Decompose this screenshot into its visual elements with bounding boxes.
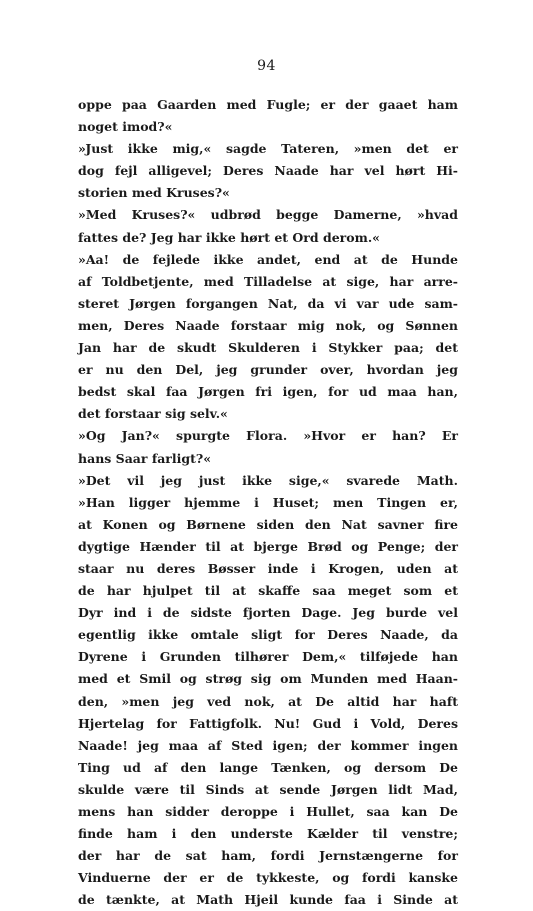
text-line: fattes de? Jeg har ikke hørt et Ord derom.«	[78, 229, 380, 245]
text-line: Naade! jeg maa af Sted igen; der kommer ingen	[78, 737, 458, 753]
text-line: »Aa! de fejlede ikke andet, end at de Hunde	[78, 251, 458, 267]
text-line: Dyr ind i de sidste fjorten Dage. Jeg burde vel	[78, 605, 458, 621]
text-line: den, »men jeg ved nok, at De altid har haft	[78, 693, 458, 709]
text-line: det forstaar sig selv.«	[78, 406, 228, 422]
text-line: de tænkte, at Math Hjeil kunde faa i Sinde at	[78, 892, 458, 908]
text-line: med et Smil og strøg sig om Munden med Haan-	[78, 671, 458, 687]
text-line: staar nu deres Bøsser inde i Krogen, uden at	[78, 560, 458, 576]
text-line: er nu den Del, jeg grunder over, hvordan jeg	[78, 362, 458, 378]
body-text	[78, 94, 458, 911]
text-line: Hjertelag for Fattigfolk. Nu! Gud i Vold, Deres	[78, 715, 458, 731]
text-line: af Toldbetjente, med Tilladelse at sige, har arre-	[78, 273, 458, 289]
text-line: oppe paa Gaarden med Fugle; er der gaaet ham	[78, 97, 458, 112]
text-line: »Det vil jeg just ikke sige,« svarede Math.	[78, 472, 458, 488]
page-number: 94	[257, 58, 276, 74]
text-line: storien med Kruses?«	[78, 185, 230, 201]
text-line: hans Saar farligt?«	[78, 450, 212, 466]
text-line: men, Deres Naade forstaar mig nok, og Sønnen	[78, 317, 458, 333]
text-line: egentlig ikke omtale sligt for Deres Naade, da	[78, 627, 458, 643]
text-line: de har hjulpet til at skaffe saa meget som et	[78, 583, 458, 599]
text-line: at Konen og Børnene siden den Nat savner fire	[78, 516, 458, 532]
text-line: »Han ligger hjemme i Huset; men Tingen er,	[78, 494, 458, 510]
text-line: dygtige Hænder til at bjerge Brød og Penge; der	[78, 538, 458, 554]
text-line: »Og Jan?« spurgte Flora. »Hvor er han? Er	[78, 428, 458, 444]
text-line: Jan har de skudt Skulderen i Stykker paa; det	[78, 340, 458, 356]
text-line: noget imod?«	[78, 119, 173, 135]
text-line: skulde være til Sinds at sende Jørgen lidt Mad,	[78, 781, 458, 797]
text-line: dog fejl alligevel; Deres Naade har vel hørt Hi-	[78, 163, 458, 179]
text-line: finde ham i den underste Kælder til venstre;	[78, 826, 458, 842]
text-line: Vinduerne der er de tykkeste, og fordi kanske	[78, 870, 458, 886]
text-line: »Just ikke mig,« sagde Tateren, »men det er	[78, 141, 458, 157]
text-line: der har de sat ham, fordi Jernstængerne for	[78, 848, 458, 864]
text-line: Ting ud af den lange Tænken, og dersom De	[78, 759, 458, 775]
text-line: bedst skal faa Jørgen fri igen, for ud maa han,	[78, 384, 458, 400]
text-line: mens han sidder deroppe i Hullet, saa kan De	[78, 804, 458, 819]
text-line: Dyrene i Grunden tilhører Dem,« tilføjede han	[78, 649, 458, 665]
text-line: steret Jørgen forgangen Nat, da vi var ude sam-	[78, 295, 458, 311]
text-line: »Med Kruses?« udbrød begge Damerne, »hvad	[78, 207, 458, 223]
